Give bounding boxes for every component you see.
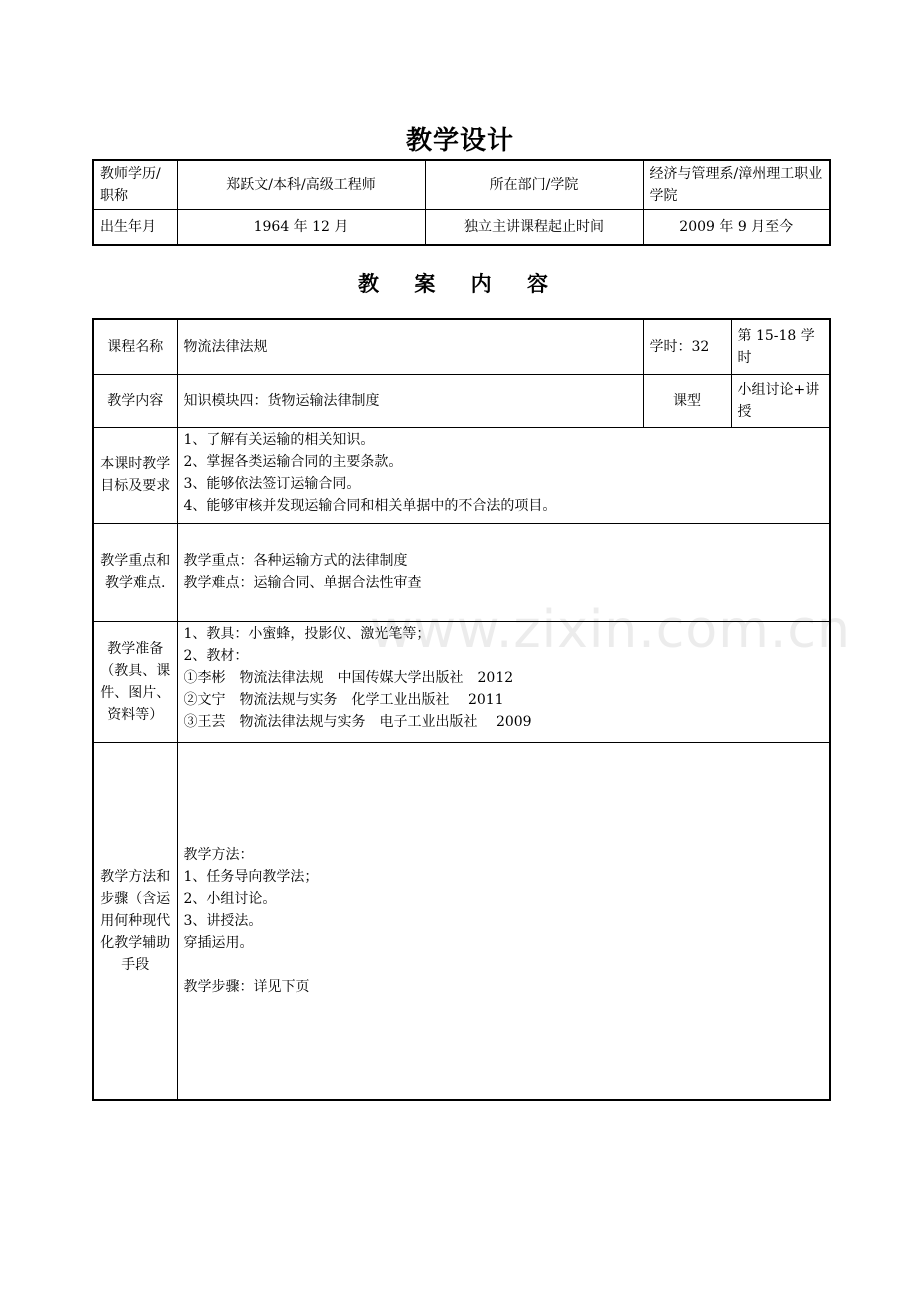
period-value: 第 15-18 学时 (731, 319, 830, 374)
prep-list (177, 621, 830, 742)
prep-label: 教学准备（教具、课件、图片、资料等） (93, 621, 177, 742)
goal-item: 4、能够审核并发现运输合同和相关单据中的不合法的项目。 (183, 497, 557, 514)
prep-item: ①李彬 物流法律法规 中国传媒大学出版社 2012 (183, 669, 514, 686)
goal-item: 2、掌握各类运输合同的主要条款。 (183, 453, 403, 470)
teacher-info-table (92, 159, 831, 246)
goals-label: 本课时教学目标及要求 (93, 427, 177, 523)
hours-value: 学时：32 (643, 319, 731, 374)
focus-item: 教学难点：运输合同、单据合法性审查 (183, 575, 422, 591)
method-list (177, 742, 830, 1100)
type-value: 小组讨论+讲授 (731, 374, 830, 427)
watermark: www.zixin.com.cn (370, 600, 851, 660)
focus-item: 教学重点：各种运输方式的法律制度 (183, 553, 408, 569)
content-value: 知识模块四：货物运输法律制度 (177, 374, 643, 427)
prep-item: ②文宁 物流法规与实务 化学工业出版社 2011 (183, 691, 504, 708)
birth-value: 1964 年 12 月 (177, 210, 425, 246)
method-item: 教学方法： (183, 846, 254, 863)
course-time-value: 2009 年 9 月至今 (643, 210, 830, 246)
method-item: 3、讲授法。 (183, 912, 263, 929)
dept-label: 所在部门/学院 (425, 160, 643, 210)
method-item: 穿插运用。 (183, 934, 254, 951)
method-item: 2、小组讨论。 (183, 890, 277, 907)
method-label: 教学方法和步骤（含运用何种现代化教学辅助手段 (93, 742, 177, 1100)
section-subtitle: 教 案 内 容 (358, 271, 562, 296)
lesson-plan-table (92, 318, 831, 1101)
prep-item: 1、教具：小蜜蜂，投影仪、激光笔等； (183, 625, 431, 642)
document-title: 教学设计 (405, 126, 514, 156)
goal-item: 1、了解有关运输的相关知识。 (183, 431, 375, 448)
dept-value: 经济与管理系/漳州理工职业学院 (643, 160, 830, 210)
method-item: 1、任务导向教学法； (183, 868, 319, 885)
goal-item: 3、能够依法签订运输合同。 (183, 475, 361, 492)
goals-list (177, 427, 830, 523)
focus-label: 教学重点和教学难点. (93, 523, 177, 621)
course-name-label: 课程名称 (93, 319, 177, 374)
spacer (184, 954, 824, 976)
focus-list (177, 523, 830, 621)
steps-text: 教学步骤：详见下页 (183, 978, 310, 995)
birth-label: 出生年月 (93, 210, 177, 246)
course-name-value: 物流法律法规 (177, 319, 643, 374)
content-label: 教学内容 (93, 374, 177, 427)
degree-value: 郑跃文/本科/高级工程师 (177, 160, 425, 210)
course-time-label: 独立主讲课程起止时间 (425, 210, 643, 246)
prep-item: 2、教材： (183, 647, 249, 664)
degree-label: 教师学历/职称 (93, 160, 177, 210)
type-label: 课型 (643, 374, 731, 427)
prep-item: ③王芸 物流法律法规与实务 电子工业出版社 2009 (183, 713, 532, 730)
